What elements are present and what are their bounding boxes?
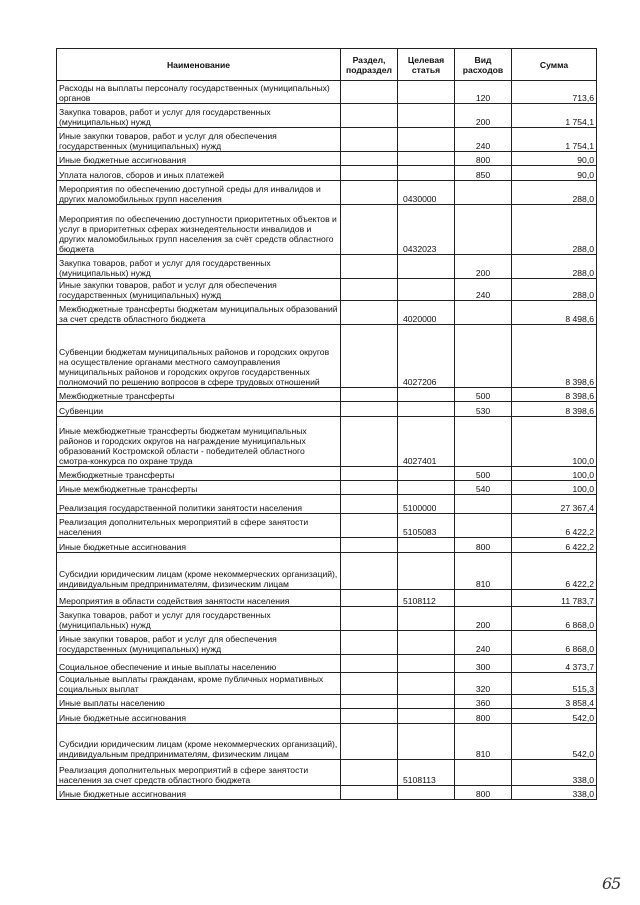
row-section-cell xyxy=(341,152,398,166)
row-name-cell: Субсидии юридическим лицам (кроме некоммерческих организаций), индивидуальным предпринимателям, физическим лицам xyxy=(57,724,341,760)
row-sum-cell: 8 398,6 xyxy=(512,325,597,388)
row-section-cell xyxy=(341,205,398,255)
row-name-cell: Межбюджетные трансферты бюджетам муниципальных образований за счет средств областного бюджета xyxy=(57,301,341,325)
row-kind-cell: 540 xyxy=(455,481,512,495)
table-row xyxy=(57,81,597,104)
row-kind-cell: 200 xyxy=(455,104,512,128)
row-kind-cell: 800 xyxy=(455,538,512,553)
row-section-cell xyxy=(341,631,398,655)
table-row xyxy=(57,514,597,538)
row-sum-cell: 288,0 xyxy=(512,205,597,255)
table-row xyxy=(57,152,597,166)
row-name-cell: Реализация дополнительных мероприятий в сфере занятости населения за счет средств областного бюджета xyxy=(57,760,341,786)
table-body xyxy=(57,81,597,800)
row-target-cell: 5108113 xyxy=(398,760,455,786)
row-kind-cell: 500 xyxy=(455,388,512,402)
row-section-cell xyxy=(341,695,398,709)
row-kind-cell xyxy=(455,760,512,786)
row-kind-cell xyxy=(455,590,512,607)
table-row xyxy=(57,166,597,181)
row-kind-cell: 320 xyxy=(455,673,512,695)
row-name-cell: Уплата налогов, сборов и иных платежей xyxy=(57,166,341,181)
row-target-cell: 5100000 xyxy=(398,495,455,514)
row-sum-cell: 100,0 xyxy=(512,467,597,481)
row-kind-cell xyxy=(455,205,512,255)
table-row xyxy=(57,553,597,590)
row-target-cell xyxy=(398,279,455,301)
row-sum-cell: 713,6 xyxy=(512,81,597,104)
row-section-cell xyxy=(341,481,398,495)
row-kind-cell: 530 xyxy=(455,402,512,417)
row-name-cell: Субвенции xyxy=(57,402,341,417)
row-target-cell: 0430000 xyxy=(398,181,455,205)
row-target-cell xyxy=(398,655,455,673)
row-name-cell: Мероприятия по обеспечению доступной среды для инвалидов и других маломобильных групп населения xyxy=(57,181,341,205)
row-section-cell xyxy=(341,514,398,538)
row-name-cell: Иные бюджетные ассигнования xyxy=(57,152,341,166)
table-row xyxy=(57,673,597,695)
row-target-cell xyxy=(398,166,455,181)
row-kind-cell: 800 xyxy=(455,152,512,166)
row-target-cell xyxy=(398,786,455,800)
row-section-cell xyxy=(341,607,398,631)
row-sum-cell: 288,0 xyxy=(512,255,597,279)
row-name-cell: Мероприятия по обеспечению доступности приоритетных объектов и услуг в приоритетных сферах жизнедеятельности инвалидов и других маломобильных групп населения за счёт средств областного бюджета xyxy=(57,205,341,255)
row-section-cell xyxy=(341,709,398,724)
row-sum-cell: 11 783,7 xyxy=(512,590,597,607)
row-kind-cell xyxy=(455,301,512,325)
row-kind-cell: 810 xyxy=(455,724,512,760)
row-target-cell xyxy=(398,481,455,495)
row-name-cell: Закупка товаров, работ и услуг для государственных (муниципальных) нужд xyxy=(57,607,341,631)
table-row xyxy=(57,724,597,760)
table-row xyxy=(57,181,597,205)
row-section-cell xyxy=(341,495,398,514)
row-section-cell xyxy=(341,325,398,388)
row-target-cell xyxy=(398,128,455,152)
row-name-cell: Субвенции бюджетам муниципальных районов и городских округов на осуществление органами местного самоуправления муниципальных районов и городских округов государственных полномочий по решению вопросов в сфере трудовых отношений xyxy=(57,325,341,388)
row-kind-cell: 240 xyxy=(455,128,512,152)
row-kind-cell xyxy=(455,514,512,538)
row-section-cell xyxy=(341,760,398,786)
page-number: 65 xyxy=(602,874,621,893)
row-sum-cell: 1 754,1 xyxy=(512,104,597,128)
row-kind-cell: 300 xyxy=(455,655,512,673)
row-sum-cell: 338,0 xyxy=(512,786,597,800)
row-kind-cell: 850 xyxy=(455,166,512,181)
row-name-cell: Межбюджетные трансферты xyxy=(57,388,341,402)
row-sum-cell: 1 754,1 xyxy=(512,128,597,152)
row-target-cell: 5105083 xyxy=(398,514,455,538)
row-sum-cell: 90,0 xyxy=(512,166,597,181)
table-row xyxy=(57,467,597,481)
row-name-cell: Иные закупки товаров, работ и услуг для обеспечения государственных (муниципальных) нужд xyxy=(57,128,341,152)
row-target-cell xyxy=(398,538,455,553)
row-sum-cell: 6 868,0 xyxy=(512,607,597,631)
row-sum-cell: 6 422,2 xyxy=(512,553,597,590)
row-name-cell: Закупка товаров, работ и услуг для государственных (муниципальных) нужд xyxy=(57,104,341,128)
row-section-cell xyxy=(341,538,398,553)
row-section-cell xyxy=(341,104,398,128)
row-sum-cell: 100,0 xyxy=(512,481,597,495)
row-sum-cell: 542,0 xyxy=(512,724,597,760)
row-target-cell xyxy=(398,724,455,760)
row-kind-cell xyxy=(455,181,512,205)
row-section-cell xyxy=(341,301,398,325)
header-section: Раздел, подраздел xyxy=(341,49,398,81)
row-target-cell xyxy=(398,673,455,695)
row-name-cell: Закупка товаров, работ и услуг для государственных (муниципальных) нужд xyxy=(57,255,341,279)
row-sum-cell: 100,0 xyxy=(512,417,597,467)
row-name-cell: Иные выплаты населению xyxy=(57,695,341,709)
row-sum-cell: 288,0 xyxy=(512,279,597,301)
table-row xyxy=(57,607,597,631)
row-name-cell: Иные бюджетные ассигнования xyxy=(57,786,341,800)
table-row xyxy=(57,205,597,255)
row-target-cell xyxy=(398,553,455,590)
row-sum-cell: 6 422,2 xyxy=(512,514,597,538)
row-kind-cell: 200 xyxy=(455,255,512,279)
row-section-cell xyxy=(341,467,398,481)
row-sum-cell: 6 868,0 xyxy=(512,631,597,655)
table-row xyxy=(57,495,597,514)
row-target-cell xyxy=(398,255,455,279)
row-target-cell xyxy=(398,104,455,128)
table-row xyxy=(57,631,597,655)
row-name-cell: Иные бюджетные ассигнования xyxy=(57,538,341,553)
row-target-cell: 4020000 xyxy=(398,301,455,325)
row-kind-cell xyxy=(455,325,512,388)
row-sum-cell: 8 398,6 xyxy=(512,388,597,402)
row-section-cell xyxy=(341,417,398,467)
row-name-cell: Иные межбюджетные трансферты xyxy=(57,481,341,495)
row-section-cell xyxy=(341,279,398,301)
row-target-cell xyxy=(398,152,455,166)
row-sum-cell: 4 373,7 xyxy=(512,655,597,673)
row-name-cell: Иные межбюджетные трансферты бюджетам муниципальных районов и городских округов на награждение муниципальных образований Костромской области - победителей областного смотра-конкурса по охране труда xyxy=(57,417,341,467)
row-section-cell xyxy=(341,181,398,205)
table-row xyxy=(57,655,597,673)
row-kind-cell: 200 xyxy=(455,607,512,631)
header-sum: Сумма xyxy=(512,49,597,81)
row-kind-cell: 800 xyxy=(455,786,512,800)
row-target-cell: 4027206 xyxy=(398,325,455,388)
table-row xyxy=(57,786,597,800)
row-section-cell xyxy=(341,128,398,152)
row-kind-cell: 500 xyxy=(455,467,512,481)
row-sum-cell: 90,0 xyxy=(512,152,597,166)
row-name-cell: Социальные выплаты гражданам, кроме публичных нормативных социальных выплат xyxy=(57,673,341,695)
header-kind: Вид расходов xyxy=(455,49,512,81)
row-section-cell xyxy=(341,166,398,181)
row-section-cell xyxy=(341,553,398,590)
table-row xyxy=(57,255,597,279)
row-kind-cell: 120 xyxy=(455,81,512,104)
row-section-cell xyxy=(341,724,398,760)
row-name-cell: Социальное обеспечение и иные выплаты населению xyxy=(57,655,341,673)
row-target-cell xyxy=(398,607,455,631)
row-sum-cell: 3 858,4 xyxy=(512,695,597,709)
row-sum-cell: 542,0 xyxy=(512,709,597,724)
row-target-cell: 0432023 xyxy=(398,205,455,255)
row-kind-cell: 360 xyxy=(455,695,512,709)
header-target: Целевая статья xyxy=(398,49,455,81)
row-section-cell xyxy=(341,590,398,607)
row-kind-cell: 810 xyxy=(455,553,512,590)
table-header-row xyxy=(57,49,597,81)
row-target-cell: 4027401 xyxy=(398,417,455,467)
table-row xyxy=(57,417,597,467)
row-kind-cell: 800 xyxy=(455,709,512,724)
row-section-cell xyxy=(341,388,398,402)
row-target-cell xyxy=(398,709,455,724)
table-row xyxy=(57,709,597,724)
row-name-cell: Расходы на выплаты персоналу государственных (муниципальных) органов xyxy=(57,81,341,104)
row-name-cell: Иные закупки товаров, работ и услуг для обеспечения государственных (муниципальных) нужд xyxy=(57,631,341,655)
row-sum-cell: 288,0 xyxy=(512,181,597,205)
row-name-cell: Межбюджетные трансферты xyxy=(57,467,341,481)
table-row xyxy=(57,760,597,786)
row-kind-cell: 240 xyxy=(455,631,512,655)
row-kind-cell xyxy=(455,495,512,514)
table-row xyxy=(57,279,597,301)
header-name: Наименование xyxy=(57,49,341,81)
row-target-cell xyxy=(398,402,455,417)
row-kind-cell xyxy=(455,417,512,467)
row-target-cell: 5108112 xyxy=(398,590,455,607)
row-name-cell: Реализация государственной политики занятости населения xyxy=(57,495,341,514)
row-target-cell xyxy=(398,388,455,402)
row-section-cell xyxy=(341,81,398,104)
table-row xyxy=(57,402,597,417)
row-target-cell xyxy=(398,467,455,481)
row-target-cell xyxy=(398,631,455,655)
row-section-cell xyxy=(341,673,398,695)
table-row xyxy=(57,590,597,607)
row-name-cell: Мероприятия в области содействия занятости населения xyxy=(57,590,341,607)
row-target-cell xyxy=(398,695,455,709)
row-section-cell xyxy=(341,655,398,673)
row-name-cell: Субсидии юридическим лицам (кроме некоммерческих организаций), индивидуальным предпринимателям, физическим лицам xyxy=(57,553,341,590)
table-row xyxy=(57,481,597,495)
row-sum-cell: 27 367,4 xyxy=(512,495,597,514)
table-row xyxy=(57,128,597,152)
table-row xyxy=(57,325,597,388)
row-section-cell xyxy=(341,786,398,800)
row-name-cell: Реализация дополнительных мероприятий в сфере занятости населения xyxy=(57,514,341,538)
row-sum-cell: 6 422,2 xyxy=(512,538,597,553)
table-row xyxy=(57,301,597,325)
table-row xyxy=(57,104,597,128)
table-row xyxy=(57,388,597,402)
row-sum-cell: 8 398,6 xyxy=(512,402,597,417)
row-section-cell xyxy=(341,255,398,279)
row-target-cell xyxy=(398,81,455,104)
row-section-cell xyxy=(341,402,398,417)
row-sum-cell: 515,3 xyxy=(512,673,597,695)
row-kind-cell: 240 xyxy=(455,279,512,301)
row-sum-cell: 8 498,6 xyxy=(512,301,597,325)
row-name-cell: Иные закупки товаров, работ и услуг для обеспечения государственных (муниципальных) нужд xyxy=(57,279,341,301)
table-row xyxy=(57,695,597,709)
budget-table xyxy=(56,48,597,800)
table-row xyxy=(57,538,597,553)
row-sum-cell: 338,0 xyxy=(512,760,597,786)
row-name-cell: Иные бюджетные ассигнования xyxy=(57,709,341,724)
